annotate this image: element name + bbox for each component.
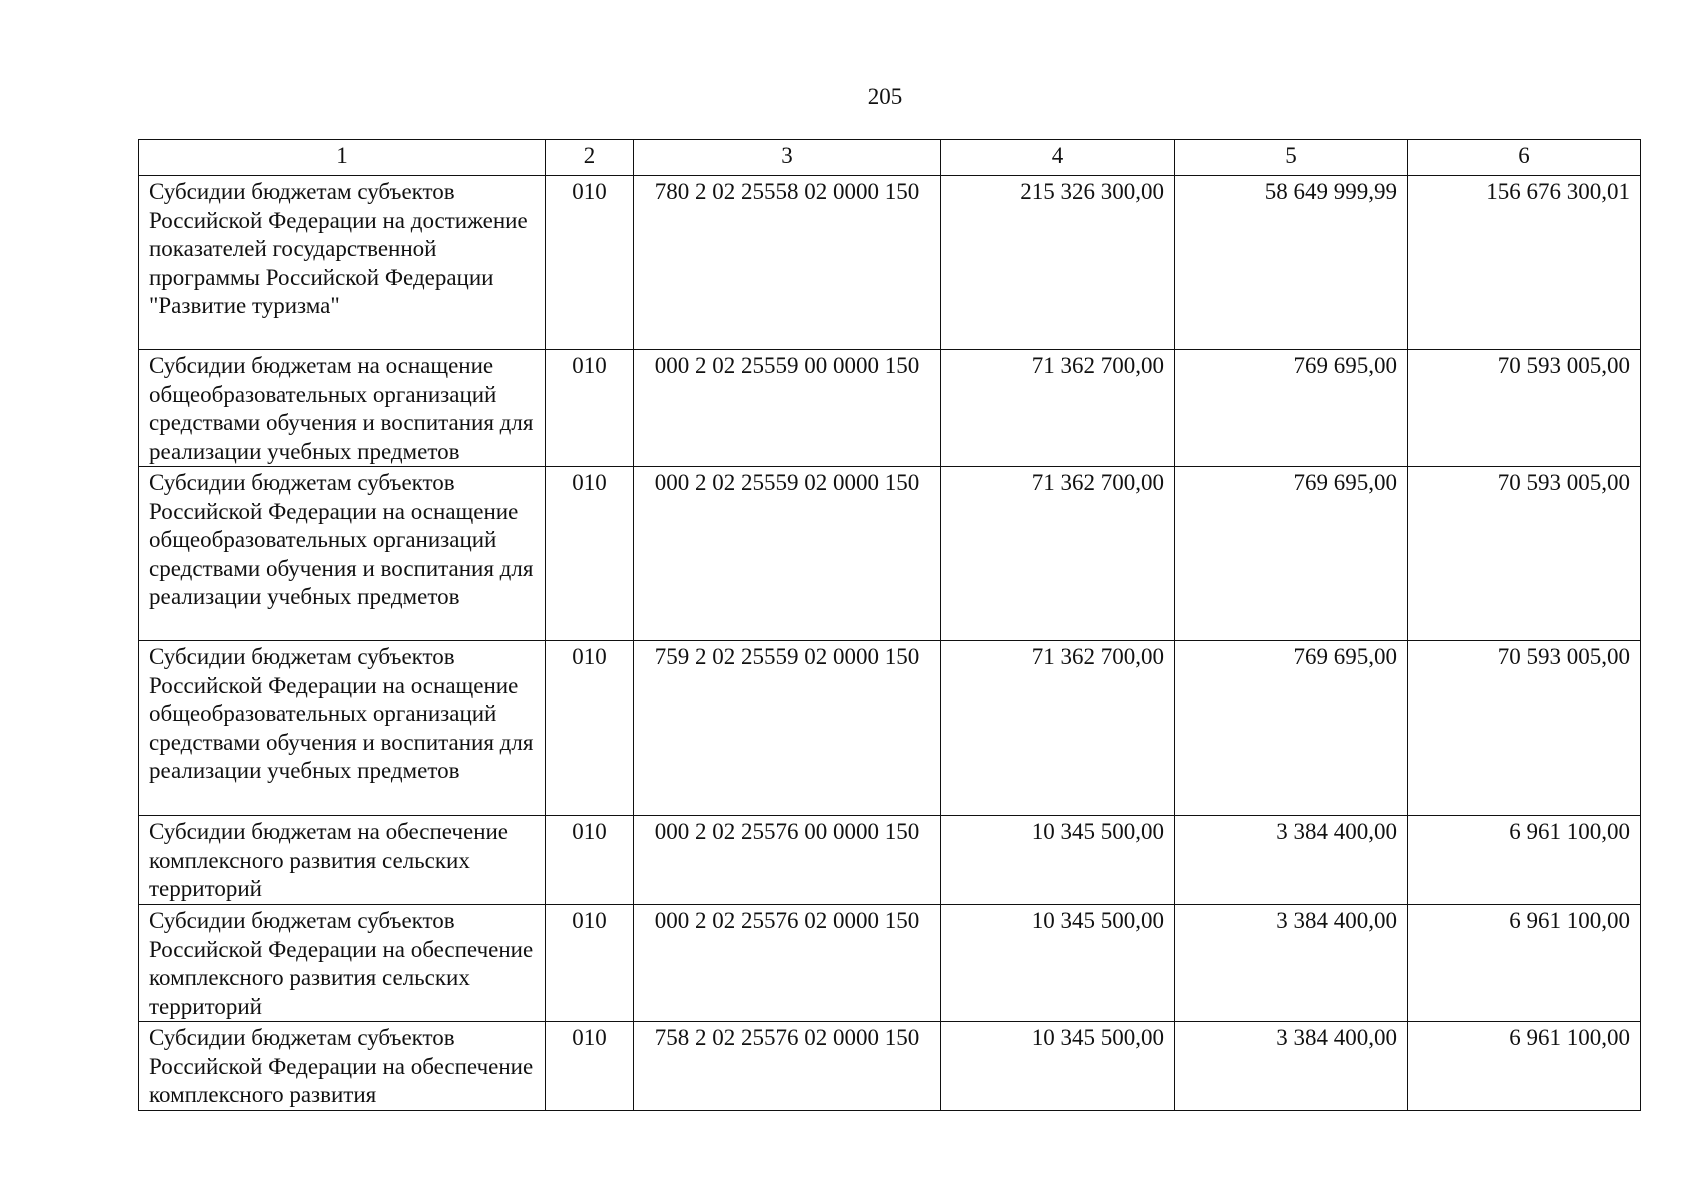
row-value-col5: 3 384 400,00 (1175, 816, 1408, 905)
row-value-col6: 70 593 005,00 (1408, 641, 1641, 816)
row-budget-code: 000 2 02 25559 00 0000 150 (634, 350, 941, 467)
row-value-col6: 156 676 300,01 (1408, 176, 1641, 350)
row-name: Субсидии бюджетам субъектов Российской Федерации на обеспечение комплексного развития (139, 1022, 546, 1111)
row-value-col4: 71 362 700,00 (941, 467, 1175, 641)
row-value-col4: 10 345 500,00 (941, 816, 1175, 905)
row-code: 010 (546, 176, 634, 350)
table-row (139, 467, 1641, 641)
row-value-col5: 769 695,00 (1175, 350, 1408, 467)
column-header-4: 4 (941, 140, 1175, 176)
row-name: Субсидии бюджетам на оснащение общеобразовательных организаций средствами обучения и воспитания для реализации учебных предметов (139, 350, 546, 467)
row-budget-code: 780 2 02 25558 02 0000 150 (634, 176, 941, 350)
table-row (139, 816, 1641, 905)
column-header-2: 2 (546, 140, 634, 176)
budget-table (138, 139, 1641, 1111)
row-code: 010 (546, 1022, 634, 1111)
row-value-col5: 769 695,00 (1175, 467, 1408, 641)
row-budget-code: 000 2 02 25576 00 0000 150 (634, 816, 941, 905)
row-value-col4: 71 362 700,00 (941, 641, 1175, 816)
column-header-1: 1 (139, 140, 546, 176)
table-row (139, 1022, 1641, 1111)
column-header-6: 6 (1408, 140, 1641, 176)
row-code: 010 (546, 350, 634, 467)
table-row (139, 176, 1641, 350)
row-name: Субсидии бюджетам субъектов Российской Федерации на оснащение общеобразовательных организаций средствами обучения и воспитания для реализации учебных предметов (139, 641, 546, 816)
page-number: 205 (867, 84, 903, 109)
row-name: Субсидии бюджетам субъектов Российской Федерации на оснащение общеобразовательных организаций средствами обучения и воспитания для реализации учебных предметов (139, 467, 546, 641)
row-name: Субсидии бюджетам на обеспечение комплексного развития сельских территорий (139, 816, 546, 905)
table-row (139, 350, 1641, 467)
table-row (139, 905, 1641, 1022)
table-row (139, 641, 1641, 816)
row-value-col4: 10 345 500,00 (941, 1022, 1175, 1111)
row-value-col5: 58 649 999,99 (1175, 176, 1408, 350)
row-value-col5: 3 384 400,00 (1175, 1022, 1408, 1111)
row-value-col6: 70 593 005,00 (1408, 467, 1641, 641)
row-value-col4: 215 326 300,00 (941, 176, 1175, 350)
row-value-col6: 6 961 100,00 (1408, 905, 1641, 1022)
row-budget-code: 759 2 02 25559 02 0000 150 (634, 641, 941, 816)
row-value-col5: 769 695,00 (1175, 641, 1408, 816)
row-code: 010 (546, 905, 634, 1022)
row-value-col4: 71 362 700,00 (941, 350, 1175, 467)
row-value-col6: 70 593 005,00 (1408, 350, 1641, 467)
row-name: Субсидии бюджетам субъектов Российской Федерации на обеспечение комплексного развития сельских территорий (139, 905, 546, 1022)
row-value-col6: 6 961 100,00 (1408, 816, 1641, 905)
row-budget-code: 000 2 02 25576 02 0000 150 (634, 905, 941, 1022)
row-value-col6: 6 961 100,00 (1408, 1022, 1641, 1111)
row-value-col5: 3 384 400,00 (1175, 905, 1408, 1022)
row-budget-code: 758 2 02 25576 02 0000 150 (634, 1022, 941, 1111)
row-name: Субсидии бюджетам субъектов Российской Федерации на достижение показателей государственной программы Российской Федерации "Развитие туризма" (139, 176, 546, 350)
row-value-col4: 10 345 500,00 (941, 905, 1175, 1022)
row-code: 010 (546, 641, 634, 816)
row-code: 010 (546, 467, 634, 641)
column-header-5: 5 (1175, 140, 1408, 176)
table-header-row (139, 140, 1641, 176)
column-header-3: 3 (634, 140, 941, 176)
row-code: 010 (546, 816, 634, 905)
row-budget-code: 000 2 02 25559 02 0000 150 (634, 467, 941, 641)
